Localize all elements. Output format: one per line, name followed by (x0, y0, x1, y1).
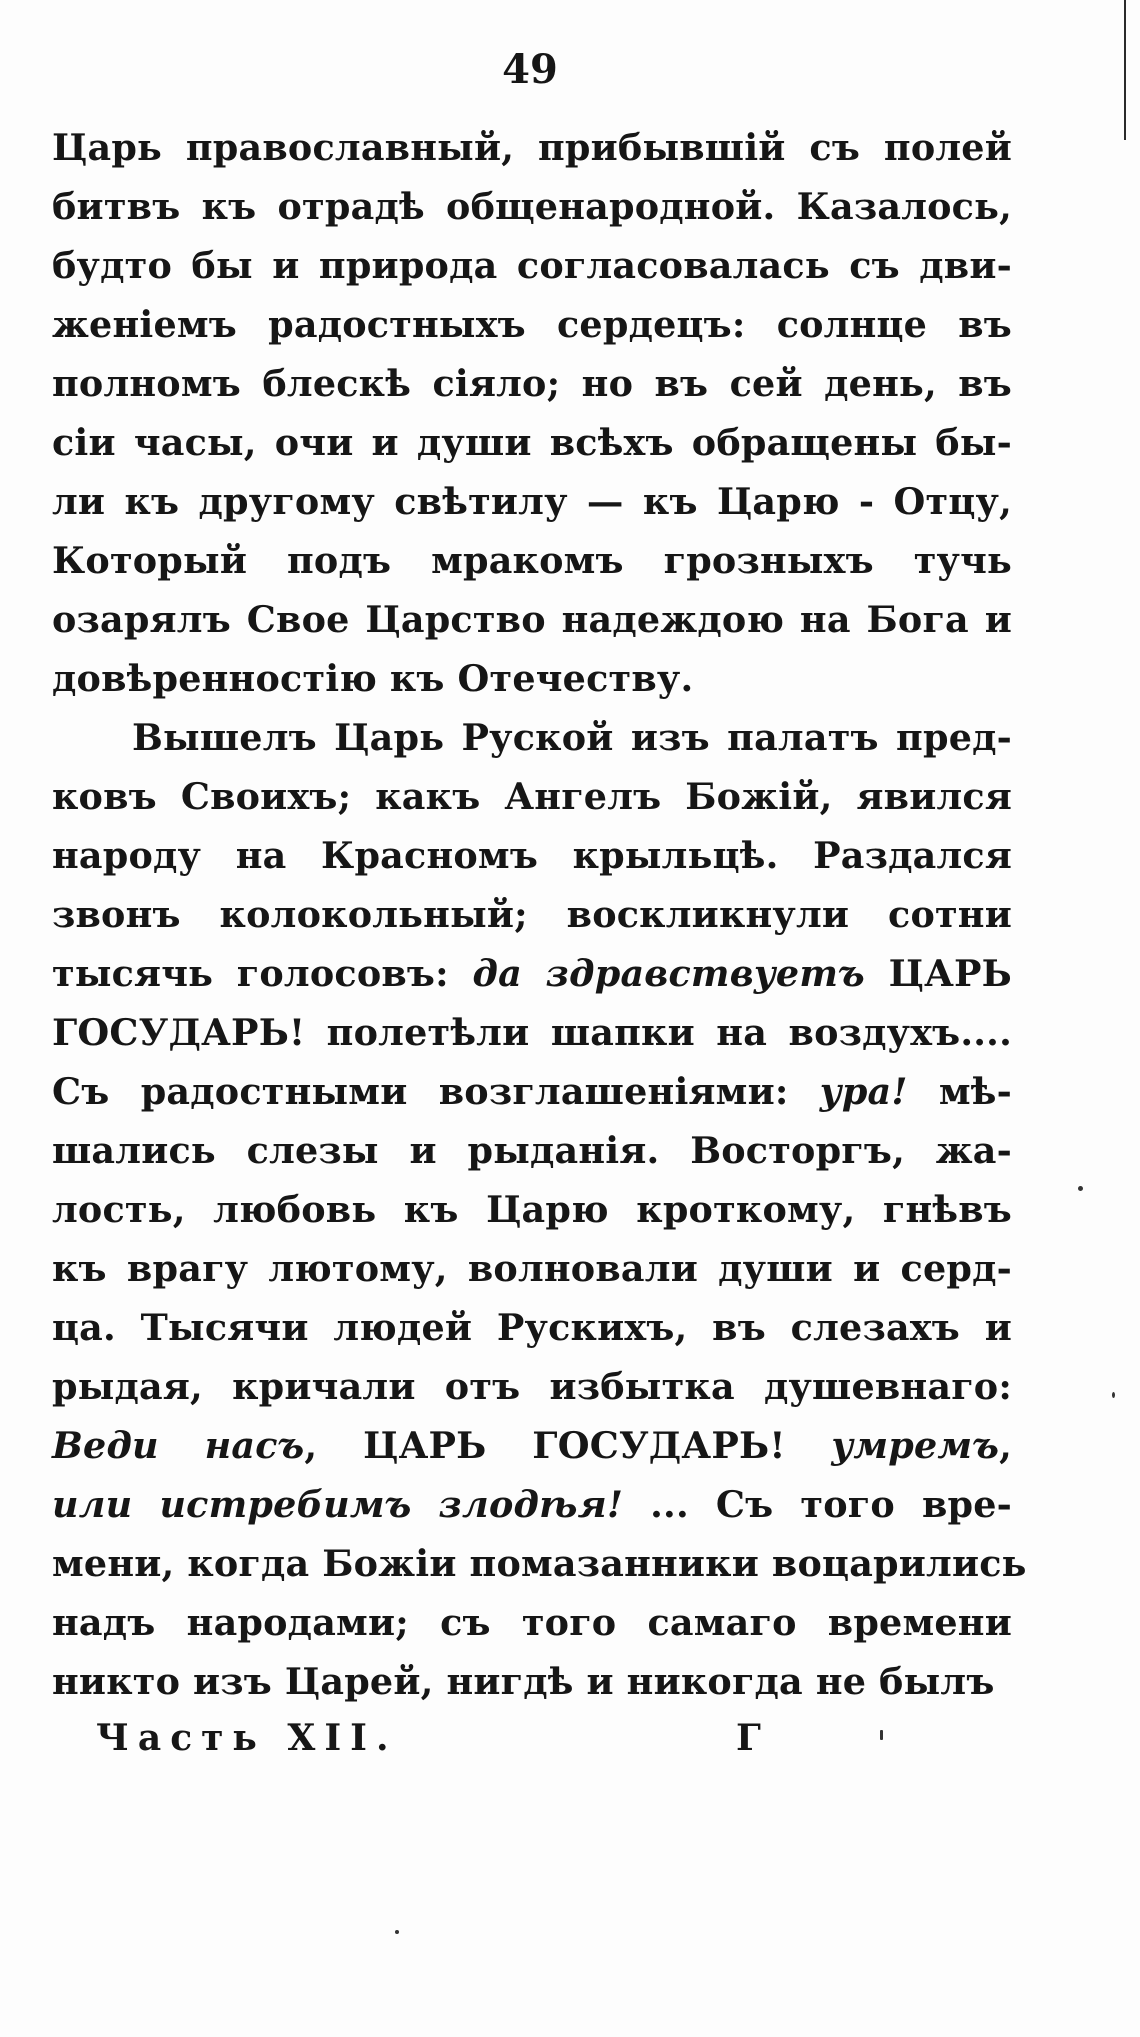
text-line (52, 118, 1012, 177)
text-line (52, 1298, 1012, 1357)
text-line (52, 1534, 1027, 1593)
text-run: шались слезы и рыданія. Восторгъ, жа- (52, 1129, 1012, 1172)
text-line (52, 295, 1012, 354)
text-run: сіи часы, очи и души всѣхъ обращены бы- (52, 421, 1012, 464)
text-line (52, 1593, 1012, 1652)
text-run: къ врагу лютому, волновали души и серд- (52, 1247, 1012, 1290)
text-run: полномъ блескѣ сіяло; но въ сей день, въ (52, 362, 1012, 405)
text-line (52, 885, 1012, 944)
text-line (52, 531, 1012, 590)
text-run: никто изъ Царей, нигдѣ и никогда не былъ (52, 1660, 995, 1703)
text-line (52, 649, 1012, 708)
text-line (52, 1416, 1012, 1475)
text-line (52, 1357, 1012, 1416)
text-run: тысячь голосовъ: (52, 952, 473, 995)
text-line (52, 1652, 1012, 1711)
text-line (52, 944, 1012, 1003)
text-line (52, 1062, 1012, 1121)
text-run: , (999, 1424, 1012, 1467)
text-run: звонъ колокольный; воскликнули сотни (52, 893, 1012, 936)
print-speck (880, 1730, 883, 1740)
text-run: рыдая, кричали отъ избытка душевнаго: (52, 1365, 1012, 1408)
text-line (52, 413, 1012, 472)
italic-phrase: умремъ (831, 1424, 1000, 1467)
text-line (52, 236, 1012, 295)
text-run: мѣ- (907, 1070, 1012, 1113)
text-line (52, 767, 1012, 826)
text-line (52, 1180, 1012, 1239)
text-run: озарялъ Свое Царство надеждою на Бога и (52, 598, 1012, 641)
text-run: ... Съ того вре- (623, 1483, 1013, 1526)
volume-part-label: Часть XII. (96, 1717, 398, 1759)
text-run: ковъ Своихъ; какъ Ангелъ Божій, явился (52, 775, 1012, 818)
text-line (52, 708, 1012, 767)
print-speck (395, 1930, 399, 1934)
text-line (52, 472, 1012, 531)
text-run: битвъ къ отрадѣ общенародной. Казалось, (52, 185, 1012, 228)
text-run: , ЦАРЬ ГОСУДАРЬ! (304, 1424, 832, 1467)
text-line (52, 1003, 1012, 1062)
signature-mark: Г (736, 1717, 761, 1759)
text-run: ли къ другому свѣтилу — къ Царю - Отцу, (52, 480, 1012, 523)
text-run: ГОСУДАРЬ! полетѣли шапки на воздухъ.... (52, 1011, 1012, 1054)
italic-phrase: или истребимъ злодѣя! (52, 1483, 624, 1526)
page-footer (96, 1708, 776, 1768)
text-line (52, 826, 1012, 885)
text-run: Царь православный, прибывшій съ полей (52, 126, 1012, 169)
italic-phrase: Веди насъ (52, 1424, 305, 1467)
text-run: народу на Красномъ крыльцѣ. Раздался (52, 834, 1012, 877)
text-line (52, 354, 1012, 413)
print-speck (1078, 1186, 1083, 1191)
text-run: Съ радостными возглашеніями: (52, 1070, 820, 1113)
text-run: мени, когда Божіи помазанники воцарились (52, 1542, 1027, 1585)
text-run: лость, любовь къ Царю кроткому, гнѣвъ (52, 1188, 1012, 1231)
text-line (52, 590, 1012, 649)
italic-phrase: ура! (819, 1070, 908, 1113)
text-line (52, 177, 1012, 236)
text-run: довѣренностію къ Отечеству. (52, 657, 694, 700)
text-run: надъ народами; съ того самаго времени (52, 1601, 1012, 1644)
text-run: ЦАРЬ (864, 952, 1012, 995)
print-speck (1112, 1392, 1115, 1398)
text-run: женіемъ радостныхъ сердецъ: солнце въ (52, 303, 1012, 346)
text-line (52, 1239, 1012, 1298)
italic-phrase: да здравствуетъ (472, 952, 865, 995)
body-text (52, 118, 1027, 1711)
text-line (52, 1475, 1012, 1534)
text-run: ца. Тысячи людей Рускихъ, въ слезахъ и (52, 1306, 1012, 1349)
page-number: 49 (502, 46, 558, 93)
text-run: Вышелъ Царь Руской изъ палатъ пред- (132, 716, 1012, 759)
page-edge-line (1124, 0, 1126, 140)
text-line (52, 1121, 1012, 1180)
text-run: будто бы и природа согласовалась съ дви- (52, 244, 1012, 287)
text-run: Который подъ мракомъ грозныхъ тучь (52, 539, 1012, 582)
